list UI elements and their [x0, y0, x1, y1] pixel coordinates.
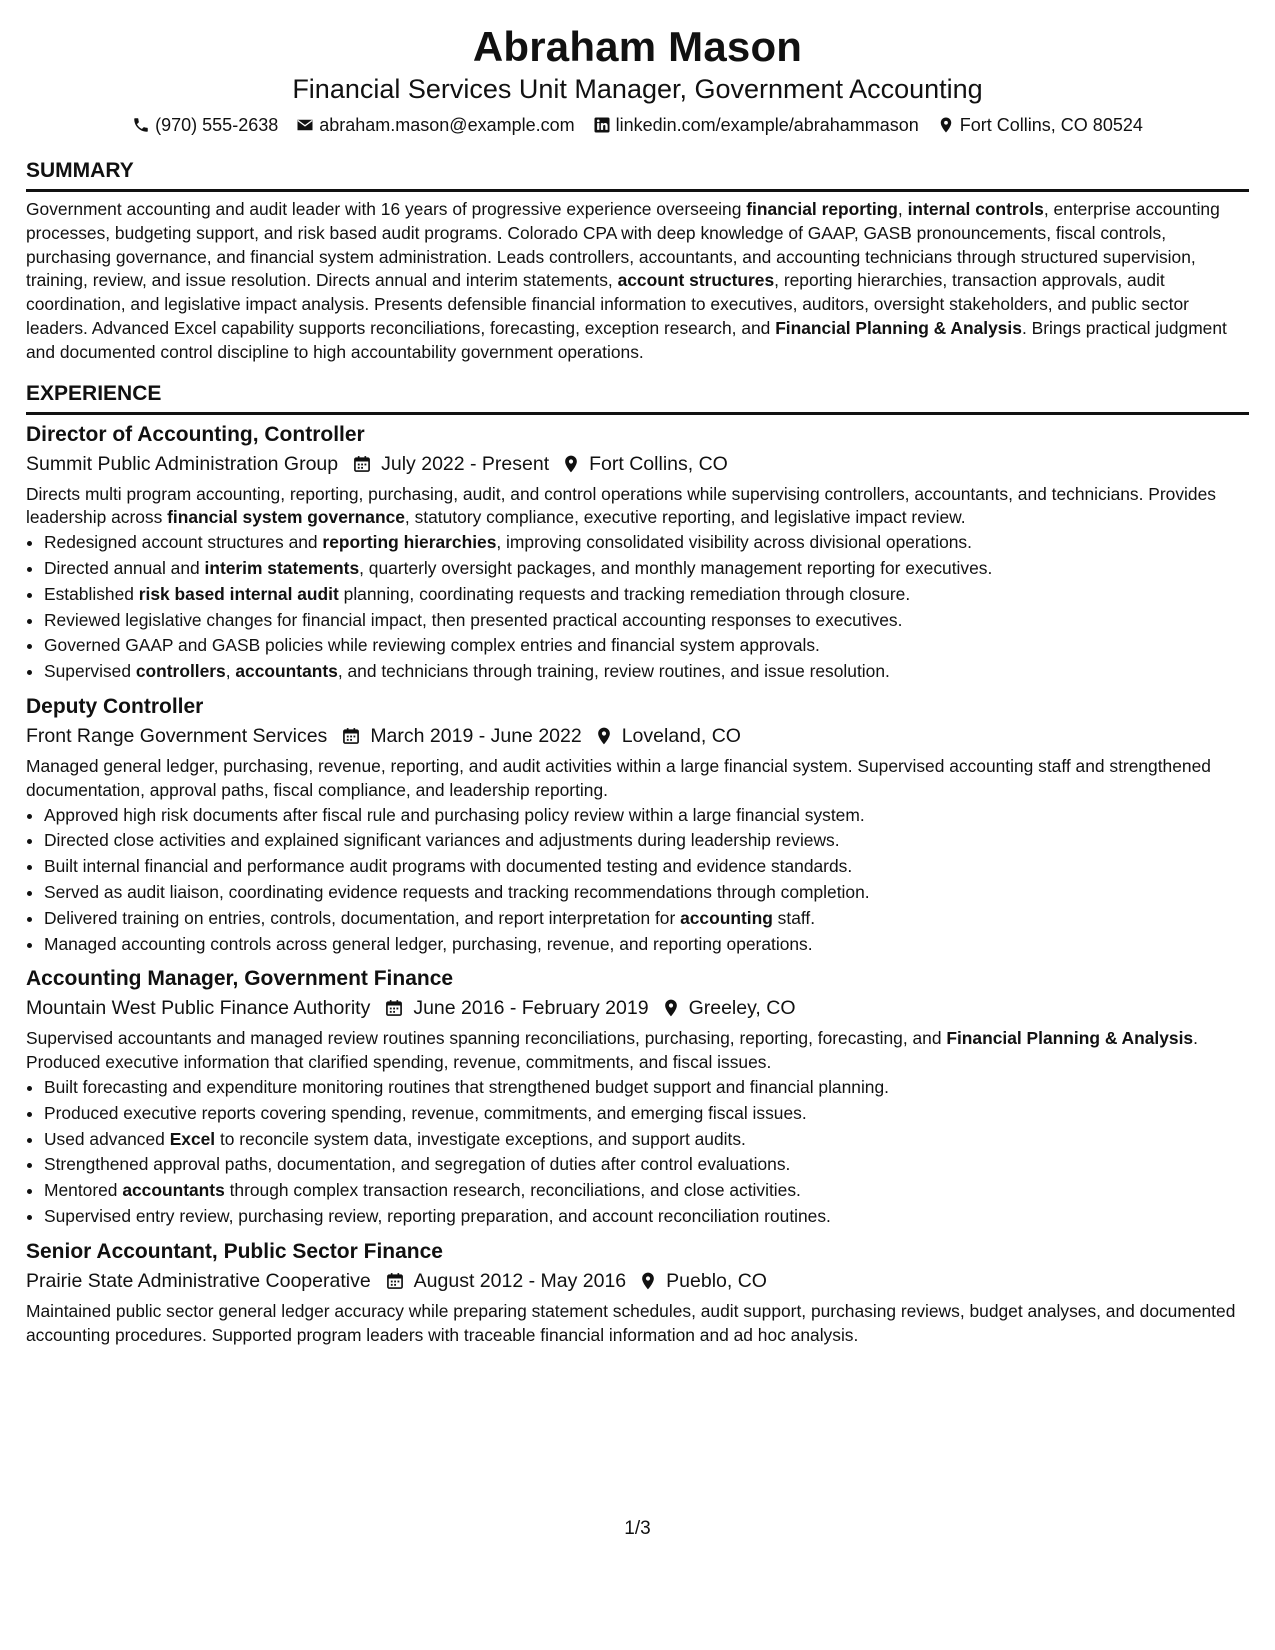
bullet-item: • Reviewed legislative changes for financial impact, then presented practical accounting responses to executives.	[44, 608, 1249, 634]
job-company: Front Range Government Services	[26, 724, 328, 747]
map-pin-icon	[937, 116, 955, 134]
emphasis-text: financial system governance	[167, 507, 405, 528]
emphasis-text: Financial Planning & Analysis	[946, 1028, 1194, 1049]
bullet-item: • Directed annual and interim statements, quarterly oversight packages, and monthly management reporting for executives.	[44, 556, 1249, 582]
job-description: Maintained public sector general ledger accuracy while preparing statement schedules, audit support, purchasing reviews, budget analyses, and documented accounting procedures. Supported program leaders with traceable financial information and ad hoc analysis.	[26, 1300, 1236, 1345]
bullet-item: • Redesigned account structures and reporting hierarchies, improving consolidated visibility across divisional operations.	[44, 530, 1249, 556]
job-bullets	[26, 803, 1249, 958]
emphasis-text: controllers	[135, 661, 226, 682]
candidate-headline: Financial Services Unit Manager, Government Accounting	[292, 74, 983, 104]
job-company: Summit Public Administration Group	[26, 452, 339, 475]
emphasis-text: internal controls	[907, 199, 1044, 219]
envelope-icon	[296, 116, 314, 134]
calendar-icon	[352, 454, 372, 474]
job-bullets	[26, 1075, 1249, 1230]
job-list	[26, 421, 1249, 1348]
job-dates: March 2019 - June 2022	[370, 724, 582, 747]
bullet-item: • Mentored accountants through complex transaction research, reconciliations, and close activities.	[44, 1178, 1249, 1204]
job-title: Deputy Controller	[26, 694, 204, 718]
page-number: 1/3	[624, 1518, 651, 1539]
bullet-item: • Managed accounting controls across general ledger, purchasing, revenue, and reporting operations.	[44, 932, 1249, 958]
job-title: Accounting Manager, Government Finance	[26, 967, 454, 991]
emphasis-text: risk based internal audit	[138, 583, 339, 604]
map-pin-icon	[594, 726, 614, 746]
emphasis-text: accountants	[235, 661, 338, 682]
linkedin-text: linkedin.com/example/abrahammason	[615, 114, 919, 135]
email-text: abraham.mason@example.com	[319, 114, 575, 135]
map-pin-icon	[638, 1271, 658, 1291]
bullet-item: • Directed close activities and explained significant variances and adjustments during leadership reviews.	[44, 828, 1249, 854]
bullet-item: • Supervised controllers, accountants, and technicians through training, review routines, and issue resolution.	[44, 659, 1249, 685]
job-entry	[26, 693, 1249, 957]
job-location: Greeley, CO	[688, 997, 796, 1020]
contact-bar	[26, 112, 1249, 138]
bullet-item: • Strengthened approval paths, documentation, and segregation of duties after control evaluations.	[44, 1152, 1249, 1178]
emphasis-text: interim statements	[204, 557, 360, 578]
map-pin-icon	[561, 454, 581, 474]
job-meta	[26, 449, 1249, 479]
job-description: Managed general ledger, purchasing, revenue, reporting, and audit activities within a large financial system. Supervised accounting staff and strengthened documentation, approval paths, fiscal compliance, and leadership reporting.	[26, 755, 1211, 800]
phone-icon	[132, 116, 150, 134]
bullet-item: • Approved high risk documents after fiscal rule and purchasing policy review within a large financial system.	[44, 803, 1249, 829]
job-entry	[26, 421, 1249, 685]
calendar-icon	[341, 726, 361, 746]
experience-heading: EXPERIENCE	[26, 381, 162, 405]
experience-section	[26, 381, 1249, 1348]
emphasis-text: Financial Planning & Analysis	[775, 317, 1022, 338]
job-entry	[26, 965, 1249, 1229]
job-dates: July 2022 - Present	[381, 452, 550, 475]
job-bullets	[26, 530, 1249, 685]
emphasis-text: accountants	[122, 1180, 225, 1201]
bullet-item: • Built forecasting and expenditure monitoring routines that strengthened budget support and financial planning.	[44, 1075, 1249, 1101]
summary-text: Government accounting and audit leader with 16 years of progressive experience overseeing financial reporting, internal controls, enterprise accounting processes, budgeting support, and risk based audit programs. Colorado CPA with deep knowledge of GAAP, GASB pronouncements, fiscal controls, purchasing governance, and financial system administration. Leads controllers, accountants, and accounting technicians through structured supervision, training, review, and issue resolution. Directs annual and interim statements, account structures, reporting hierarchies, transaction approvals, audit coordination, and legislative impact analysis. Presents defensible financial information to executives, auditors, oversight stakeholders, and public sector leaders. Advanced Excel capability supports reconciliations, forecasting, exception research, and Financial Planning & Analysis. Brings practical judgment and documented control discipline to high accountability government operations.	[26, 199, 1227, 362]
calendar-icon	[385, 1271, 405, 1291]
job-meta	[26, 993, 1249, 1023]
section-divider	[26, 412, 1249, 415]
job-location: Pueblo, CO	[666, 1269, 767, 1292]
bullet-item: • Supervised entry review, purchasing review, reporting preparation, and account reconciliation routines.	[44, 1204, 1249, 1230]
bullet-item: • Established risk based internal audit planning, coordinating requests and tracking remediation through closure.	[44, 582, 1249, 608]
emphasis-text: reporting hierarchies	[322, 532, 497, 553]
bullet-item: • Served as audit liaison, coordinating evidence requests and tracking recommendations through completion.	[44, 880, 1249, 906]
contact-location	[937, 115, 1143, 136]
bullet-item: • Produced executive reports covering spending, revenue, commitments, and emerging fiscal issues.	[44, 1101, 1249, 1127]
job-location: Fort Collins, CO	[589, 452, 728, 475]
bullet-item: • Used advanced Excel to reconcile system data, investigate exceptions, and support audits.	[44, 1127, 1249, 1153]
job-company: Mountain West Public Finance Authority	[26, 997, 371, 1020]
job-company: Prairie State Administrative Cooperative	[26, 1269, 371, 1292]
bullet-item: • Governed GAAP and GASB policies while reviewing complex entries and financial system approvals.	[44, 633, 1249, 659]
calendar-icon	[384, 998, 404, 1018]
job-description: Directs multi program accounting, reporting, purchasing, audit, and control operations while supervising controllers, accountants, and technicians. Provides leadership across financial system governance, statutory compliance, executive reporting, and legislative impact review.	[26, 483, 1216, 528]
emphasis-text: financial reporting	[746, 199, 898, 219]
bullet-item: • Built internal financial and performance audit programs with documented testing and evidence standards.	[44, 854, 1249, 880]
job-dates: June 2016 - February 2019	[413, 997, 649, 1020]
emphasis-text: account structures	[617, 270, 775, 291]
phone-text: (970) 555-2638	[155, 114, 279, 135]
linkedin-icon	[593, 116, 611, 134]
contact-phone	[132, 115, 278, 136]
job-dates: August 2012 - May 2016	[413, 1269, 627, 1292]
bullet-item: • Delivered training on entries, controls, documentation, and report interpretation for accounting staff.	[44, 906, 1249, 932]
map-pin-icon	[661, 998, 681, 1018]
summary-section	[26, 158, 1249, 365]
job-meta	[26, 1266, 1249, 1296]
contact-linkedin[interactable]	[593, 115, 919, 136]
section-divider	[26, 189, 1249, 192]
contact-email[interactable]	[296, 115, 574, 136]
job-location: Loveland, CO	[621, 724, 741, 747]
candidate-name: Abraham Mason	[472, 23, 803, 70]
emphasis-text: Excel	[169, 1128, 216, 1149]
job-entry	[26, 1238, 1249, 1348]
location-text: Fort Collins, CO 80524	[959, 114, 1143, 135]
job-meta	[26, 721, 1249, 751]
job-title: Senior Accountant, Public Sector Finance	[26, 1239, 443, 1263]
emphasis-text: accounting	[680, 907, 773, 928]
job-title: Director of Accounting, Controller	[26, 422, 365, 446]
summary-heading: SUMMARY	[26, 159, 134, 182]
job-description: Supervised accountants and managed review routines spanning reconciliations, purchasing, reporting, forecasting, and Financial Planning & Analysis. Produced executive information that clarified spending, revenue, commitments, and fiscal issues.	[26, 1028, 1198, 1073]
